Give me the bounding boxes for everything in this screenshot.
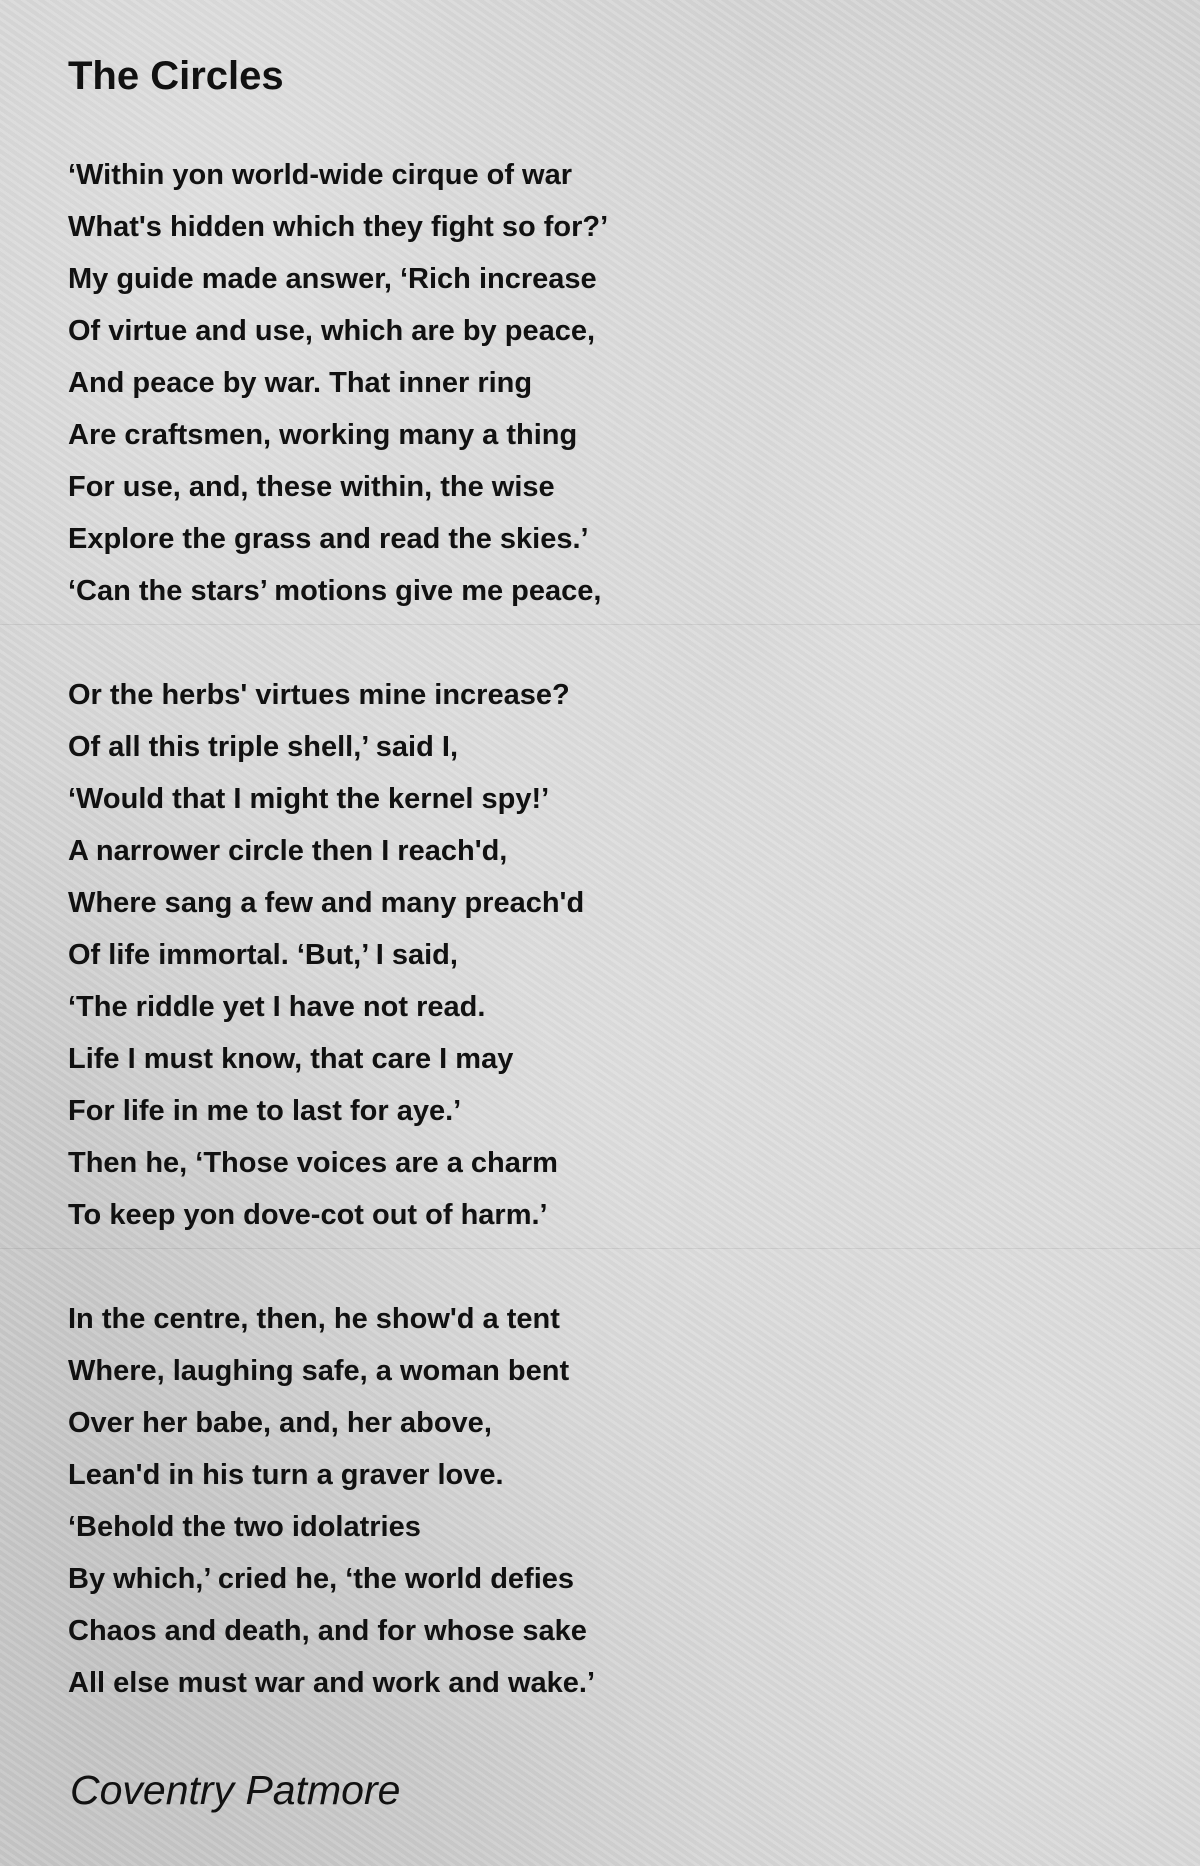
poem-line: ‘Behold the two idolatries [68,1511,421,1543]
poem-line: ‘The riddle yet I have not read. [68,991,486,1023]
poem-line: Lean'd in his turn a graver love. [68,1459,504,1491]
poem-line: Of life immortal. ‘But,’ I said, [68,939,458,971]
poem-line: By which,’ cried he, ‘the world defies [68,1563,575,1595]
poem-line: To keep yon dove-cot out of harm.’ [68,1199,548,1231]
poem-title: The Circles [68,54,284,98]
poem-line: And peace by war. That inner ring [68,367,533,399]
poem-line: Where, laughing safe, a woman bent [68,1355,570,1387]
stanza [68,149,608,617]
poem-line: Over her babe, and, her above, [68,1407,492,1439]
poem-line: For use, and, these within, the wise [68,471,555,503]
stanza [68,1293,608,1709]
poem-line: Or the herbs' virtues mine increase? [68,679,570,711]
poem-line: Of all this triple shell,’ said I, [68,731,458,763]
poem-line: In the centre, then, he show'd a tent [68,1303,560,1335]
poem-line: What's hidden which they fight so for?’ [68,211,609,243]
poem-line: Of virtue and use, which are by peace, [68,315,596,347]
poem-line: My guide made answer, ‘Rich increase [68,263,597,295]
poem-line: Are craftsmen, working many a thing [68,419,578,451]
poem-line: A narrower circle then I reach'd, [68,835,508,867]
stanza [68,669,608,1241]
poem-author: Coventry Patmore [70,1767,401,1813]
poem-line: ‘Would that I might the kernel spy!’ [68,783,550,815]
poem-line: Life I must know, that care I may [68,1043,514,1075]
poem-line: Chaos and death, and for whose sake [68,1615,587,1647]
poem-line: For life in me to last for aye.’ [68,1095,462,1127]
poem-line: Then he, ‘Those voices are a charm [68,1147,558,1179]
poem-line: All else must war and work and wake.’ [68,1667,596,1699]
poem-body [68,149,608,1709]
poem-line: Where sang a few and many preach'd [68,887,585,919]
poem-line: Explore the grass and read the skies.’ [68,523,589,555]
poem-line: ‘Within yon world-wide cirque of war [68,159,573,191]
poem-line: ‘Can the stars’ motions give me peace, [68,575,602,607]
